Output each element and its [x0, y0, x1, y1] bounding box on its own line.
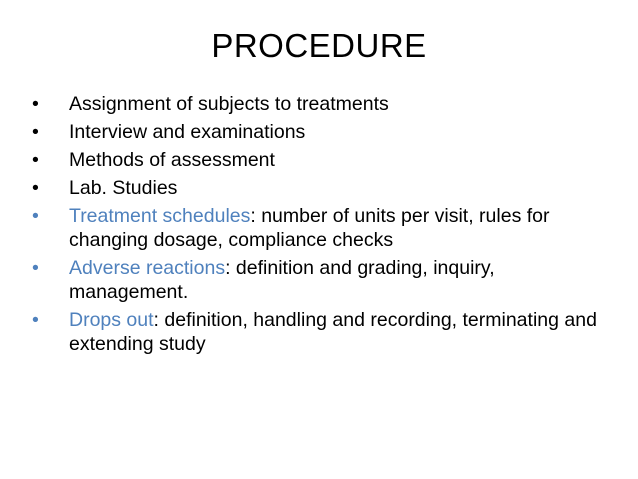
bullet-icon: • — [32, 177, 39, 199]
item-text: Assignment of subjects to treatments — [69, 93, 389, 115]
bullet-list — [32, 92, 602, 360]
list-item — [32, 256, 602, 304]
item-highlight: Treatment schedules — [69, 205, 251, 227]
list-item — [32, 148, 602, 172]
bullet-icon: • — [32, 309, 39, 331]
bullet-icon: • — [32, 121, 39, 143]
bullet-icon: • — [32, 205, 39, 227]
item-text: : number of units per visit, rules for changing dosage, compliance checks — [69, 205, 550, 251]
item-highlight: Drops out — [69, 309, 154, 331]
list-item — [32, 308, 602, 356]
list-item — [32, 204, 602, 252]
bullet-icon: • — [32, 149, 39, 171]
list-item — [32, 92, 602, 116]
bullet-icon: • — [32, 257, 39, 279]
item-text: Methods of assessment — [69, 149, 275, 171]
item-text: Interview and examinations — [69, 121, 306, 143]
list-item — [32, 120, 602, 144]
item-highlight: Adverse reactions — [69, 257, 226, 279]
bullet-icon: • — [32, 93, 39, 115]
item-text: : definition, handling and recording, terminating and extending study — [69, 309, 597, 355]
list-item — [32, 176, 602, 200]
slide-title: PROCEDURE — [211, 27, 427, 64]
item-text: Lab. Studies — [69, 177, 178, 199]
item-text: : definition and grading, inquiry, management. — [69, 257, 495, 303]
